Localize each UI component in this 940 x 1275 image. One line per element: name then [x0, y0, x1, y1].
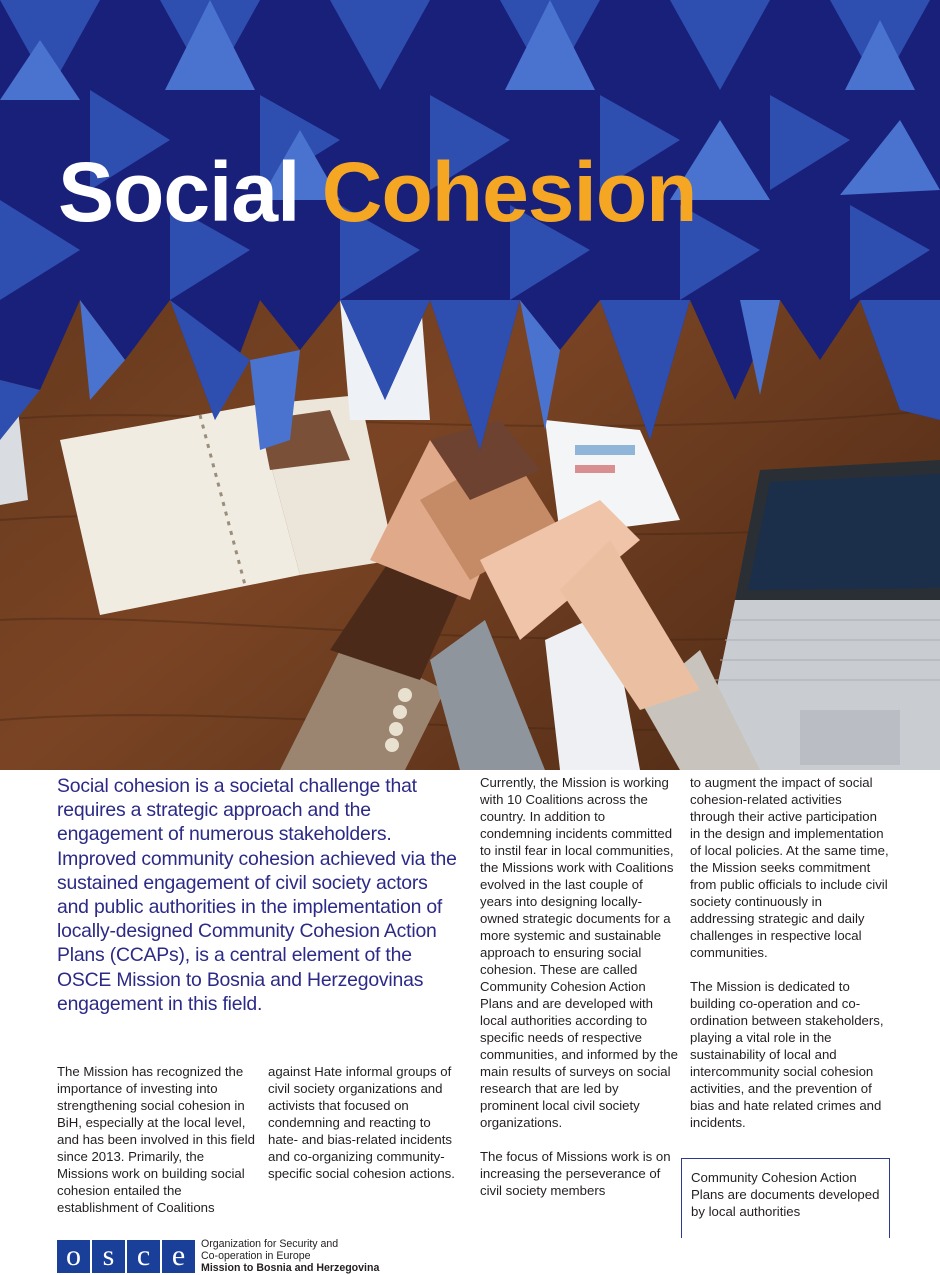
- logo-letter: c: [127, 1240, 160, 1273]
- org-line-1: Organization for Security and: [201, 1238, 339, 1250]
- body-paragraph: against Hate informal groups of civil society organizations and activists that focused on condemning and reacting to hate- and bias-related incidents and co-organizing community-specific social cohesion actions.: [268, 1064, 455, 1181]
- title-word-cohesion: Cohesion: [321, 145, 697, 239]
- body-column-4: [690, 774, 890, 1131]
- osce-logo: [57, 1240, 197, 1273]
- body-column-1: [57, 1063, 257, 1216]
- body-column-3: [480, 774, 678, 1199]
- boxed-note: Community Cohesion Action Plans are documents developed by local authorities: [681, 1158, 890, 1238]
- body-paragraph: The Mission has recognized the importance of investing into strengthening social cohesion in BiH, especially at the local level, and has been involved in this field since 2013. Primarily, the Missions work on building social cohesion entailed the establishment of Coalitions: [57, 1064, 255, 1215]
- mission-name: Mission to Bosnia and Herzegovina: [201, 1262, 380, 1274]
- body-paragraph: The focus of Missions work is on increasing the perseverance of civil society members: [480, 1149, 671, 1198]
- body-column-2: [268, 1063, 458, 1182]
- organization-name: [201, 1238, 379, 1274]
- body-paragraph: to augment the impact of social cohesion-related activities through their active participation in the design and implementation of local policies. At the same time, the Mission seeks commitment from public officials to include civil society continuously in addressing strategic and daily challenges in respective local communities.: [690, 775, 889, 960]
- body-paragraph: The Mission is dedicated to building co-operation and co-ordination between stakeholders, playing a vital role in the sustainability of local and intercommunity social cohesion activities, and the prevention of bias and hate related crimes and incidents.: [690, 979, 884, 1130]
- org-line-2: Co-operation in Europe: [201, 1250, 311, 1262]
- page-title: [58, 145, 697, 239]
- logo-letter: e: [162, 1240, 195, 1273]
- body-paragraph: Currently, the Mission is working with 10 Coalitions across the country. In addition to condemning incidents committed to instil fear in local communities, the Missions work with Coalitions evolved in the last couple of years into designing locally-owned strategic documents for a more systemic and sustainable approach to ensuring social cohesion. These are called Community Cohesion Action Plans and are developed with local authorities according to specific needs of respective communities, and informed by the main results of surveys on social research that are led by prominent local civil society organizations.: [480, 775, 678, 1130]
- logo-letter: s: [92, 1240, 125, 1273]
- lead-paragraph: Social cohesion is a societal challenge that requires a strategic approach and the engagement of numerous stakeholders. Improved community cohesion achieved via the sustained engagement of civil society actors and public authorities in the implementation of locally-designed Community Cohesion Action Plans (CCAPs), is a central element of the OSCE Mission to Bosnia and Herzegovinas engagement in this field.: [57, 775, 457, 1015]
- title-word-social: Social: [58, 145, 300, 239]
- logo-letter: o: [57, 1240, 90, 1273]
- footer-branding: [57, 1238, 379, 1274]
